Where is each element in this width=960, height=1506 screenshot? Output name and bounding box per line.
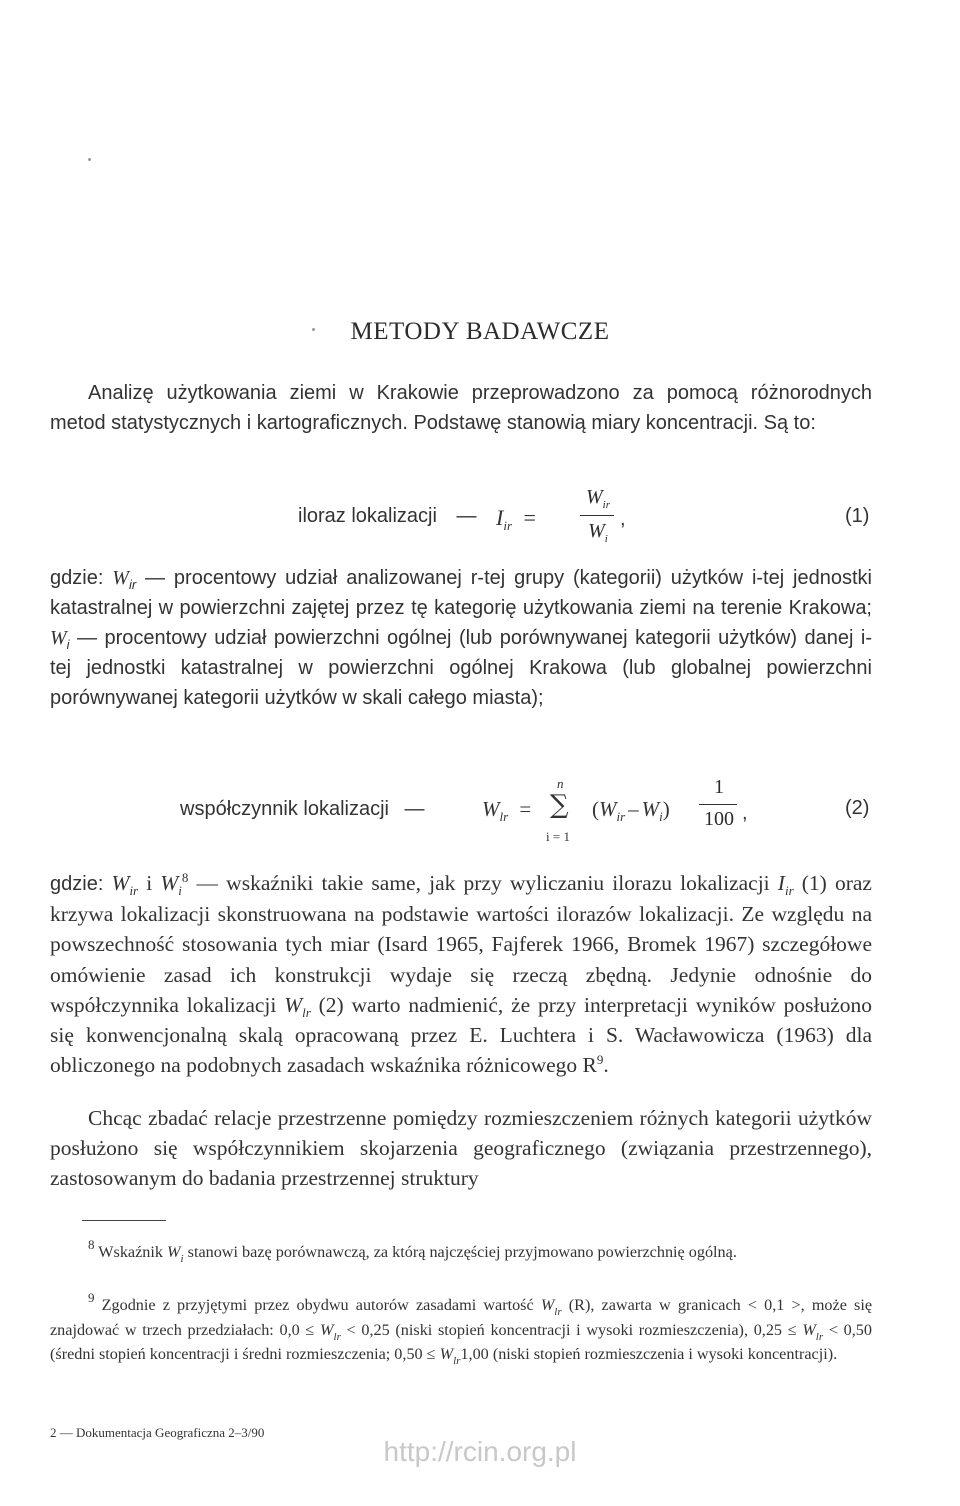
watermark: http://rcin.org.pl [383, 1436, 577, 1467]
term-a-var: W [599, 797, 617, 821]
minus-sign: – [628, 797, 639, 821]
footnote-9-text-c: < 0,25 (niski stopień koncentracji i wysoki rozmieszczenia), 0,25 ≤ [340, 1320, 803, 1339]
formula-2-fraction-bar [699, 804, 737, 805]
footnote-9-var4: W [439, 1345, 454, 1363]
definition-2 [50, 868, 872, 1080]
page-footer: 2 — Dokumentacja Geograficzna 2–3/90 [50, 1425, 265, 1440]
footnote-9-var2: W [320, 1320, 334, 1339]
def2-var2: W [160, 871, 179, 895]
def2-sub2: i [178, 883, 182, 898]
footnote-9 [50, 1290, 872, 1367]
footnote-9-text-e: 1,00 (niski stopień rozmieszczenia i wysoki koncentracji). [460, 1345, 838, 1363]
formula-2-lhs: W [482, 797, 500, 821]
term-b-sub: i [659, 809, 663, 824]
denominator-sub: i [604, 533, 608, 545]
formula-2-dash: — [404, 798, 425, 820]
formula-1-label: iloraz lokalizacji [298, 505, 437, 527]
formula-1-lhs-sub: ir [503, 518, 512, 533]
def2-text4: . [603, 1053, 609, 1078]
footnote-8-text-b: stanowi bazę porównawczą, za którą najczęściej przyjmowano powierzchnię ogólną. [183, 1243, 737, 1261]
def2-var1: W [111, 871, 130, 895]
formula-2-denominator: 100 [704, 808, 734, 830]
footnote-9-text-a: Zgodnie z przyjętymi przez obydwu autorów zasadami wartość [101, 1296, 541, 1314]
sum-upper-limit: n [557, 776, 564, 791]
footnote-9-text-d: < 0,50 (średni stopień koncentracji i średni rozmieszczenia; 0,50 ≤ [50, 1320, 872, 1363]
footnote-9-sub1: lr [554, 1306, 562, 1318]
sum-lower-limit: i = 1 [546, 829, 570, 844]
formula-1-denominator [578, 520, 618, 543]
def1-text1: — procentowy udział analizowanej r-tej grupy (kategorii) użytków i-tej jednostki katastralnej w powierzchni zajętej przez tę kategorię użytkowania ziemi na terenie Krakowa; [50, 567, 872, 619]
footnote-ref-8: 8 [181, 870, 189, 885]
def1-sub1: ir [128, 577, 137, 592]
def2-text3: (2) warto nadmienić, że przy interpretacji wyników posłużono się konwencjonalną skalą opracowaną przez E. Luchtera i S. Wacławowicza (1963) dla obliczonego na podobnych zasadach wskaźnika różnicowego R [50, 992, 872, 1078]
footnote-9-sub4: lr [453, 1355, 461, 1367]
formula-1-lhs: I [496, 505, 504, 530]
numerator-var: W [585, 486, 603, 508]
footnote-9-sub3: lr [815, 1330, 824, 1343]
term-a-sub: ir [616, 809, 626, 824]
sum-symbol: ∑ [550, 790, 569, 820]
footnote-ref-9: 9 [596, 1052, 604, 1068]
footnote-8 [50, 1237, 872, 1265]
formula-2-comma: , [742, 802, 748, 824]
formula-2-lhs-sub: lr [499, 809, 509, 824]
footnote-8-var: W [167, 1243, 181, 1261]
formula-1-fraction-bar [580, 515, 614, 516]
formula-2-equals: = [519, 797, 532, 821]
def1-var2: W [50, 627, 67, 649]
scan-speck [88, 158, 91, 161]
formula-1-equals: = [523, 505, 536, 530]
footnote-8-sub: i [180, 1253, 184, 1265]
def2-sub4: lr [302, 1004, 311, 1020]
def2-sub3: ir [784, 883, 794, 898]
formula-1-numerator [578, 486, 618, 509]
footnote-9-sub2: lr [333, 1330, 341, 1343]
numerator-sub: ir [602, 499, 610, 511]
paren-open: ( [592, 797, 599, 821]
footnote-8-text-a: Wskaźnik [98, 1243, 168, 1261]
intro-paragraph: Analizę użytkowania ziemi w Krakowie przeprowadzono za pomocą różnorodnych metod statystycznych i kartograficznych. Podstawę stanowią miary koncentracji. Są to: [50, 382, 872, 434]
paren-close: ) [662, 797, 670, 821]
footnote-9-mark: 9 [88, 1290, 95, 1305]
def2-text1: — wskaźniki takie same, jak przy wyliczaniu ilorazu lokalizacji [188, 871, 778, 895]
def1-var1: W [112, 567, 129, 589]
equation-number-1: (1) [845, 505, 870, 527]
def2-and: i [138, 871, 161, 895]
formula-2-label: współczynnik lokalizacji [180, 798, 389, 820]
def2-prefix: gdzie: [50, 873, 104, 895]
formula-1-comma: , [620, 508, 626, 530]
footnote-9-text-b: (R), zawarta w granicach < 0,1 >, może się znajdować w trzech przedziałach: 0,0 ≤ [50, 1296, 872, 1339]
formula-1-dash: — [456, 505, 477, 527]
equation-number-2: (2) [845, 797, 870, 819]
def1-prefix: gdzie: [50, 567, 104, 589]
footnote-9-var3: W [802, 1320, 816, 1339]
term-b-var: W [641, 797, 660, 821]
formula-2-numerator: 1 [714, 776, 724, 798]
definition-1 [50, 563, 872, 713]
footnote-9-var1: W [540, 1296, 555, 1314]
def2-var3: I [777, 871, 785, 895]
def2-text2: (1) oraz krzywa lokalizacji skonstruowana na podstawie wartości ilorazów lokalizacji. Ze względu na powszechność stosowania tych miar (Isard 1965, Fajferek 1966, Bromek 1967) szczegółowe omówienie zasad ich konstrukcji wydaje się rzeczą zbędną. Jedynie odnośnie do współczynnika lokalizacji [50, 871, 872, 1017]
def2-sub1: ir [129, 883, 139, 898]
def1-text2: — procentowy udział powierzchni ogólnej (lub porównywanej kategorii użytków) danej i-tej jednostki katastralnej w powierzchni ogólnej Krakowa (lub globalnej powierzchni porównywanej kategorii użytków w skali całego miasta); [50, 627, 872, 709]
def2-var4: W [284, 992, 303, 1017]
def1-sub2: i [66, 637, 70, 652]
section-heading: METODY BADAWCZE [350, 318, 610, 345]
denominator-var: W [588, 520, 605, 542]
footnote-8-mark: 8 [88, 1237, 95, 1252]
footnote-divider [82, 1220, 166, 1221]
paragraph-2: Chcąc zbadać relacje przestrzenne pomiędzy rozmieszczeniem różnych kategorii użytków posłużono się współczynnikiem skojarzenia geograficznego (związania przestrzennego), zastosowanym do badania przestrzennej struktury [50, 1106, 872, 1191]
